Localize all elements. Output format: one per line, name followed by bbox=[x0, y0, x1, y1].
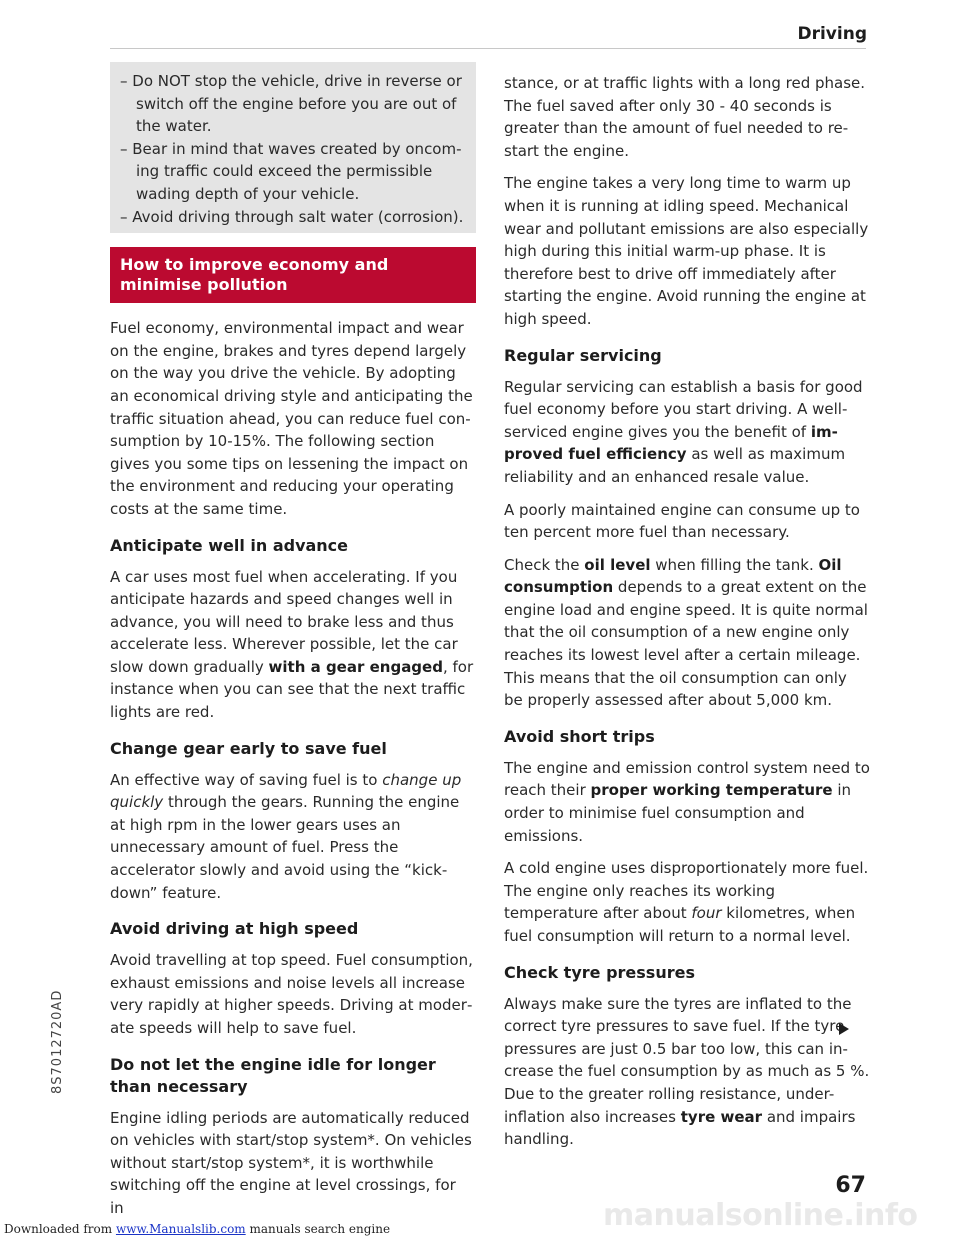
manualslib-link[interactable]: www.Manualslib.com bbox=[115, 1222, 246, 1236]
heading-idle: Do not let the engine idle for longer than necessary bbox=[110, 1054, 436, 1096]
oil-paragraph: Check the oil level when filling the tank. Oil consumption depends to a great extent on the engine load and engine speed. It is quite normal that the oil consumption of a new engine only reaches its lowest level after a certain mileage. This means that the oil consumption can only be properly assessed after about 5,000 km. bbox=[504, 555, 868, 710]
watermark-logo: manualsonline.info bbox=[603, 1198, 918, 1233]
service-paragraph: Regular servicing can establish a basis for good fuel economy before you start driving. A well-serviced engine gives you the benefit of improved fuel efficiency as well as maximum reliability and an enhanced resale value. bbox=[504, 377, 863, 486]
warning-item: – Bear in mind that waves created by oncoming traffic could exceed the permissible wading depth of your vehicle. bbox=[120, 139, 462, 203]
document-code: 8S7012720AD bbox=[50, 989, 65, 1094]
tyre-paragraph: Always make sure the tyres are inflated to the correct tyre pressures to save fuel. If the tyre pressures are just 0.5 bar too low, this can increase the fuel consumption by as much as 5 %. Due to the greater rolling resistance, under-inflation also increases tyre wear and impairs handling. bbox=[504, 994, 870, 1149]
cold-engine-paragraph: A cold engine uses disproportionately more fuel. The engine only reaches its working temperature after about four kilometres, when fuel consumption will return to a normal level. bbox=[504, 859, 869, 945]
warmup-paragraph: The engine takes a very long time to warm up when it is running at idling speed. Mechanical wear and pollutant emissions are also especially high during this initial warm-up phase. It is therefore best to drive off immediately after starting the engine. Avoid running the engine at high speed. bbox=[504, 174, 869, 328]
header-rule bbox=[110, 48, 866, 49]
short-trips-paragraph: The engine and emission control system need to reach their proper working temperature in order to minimise fuel consumption and emissions. bbox=[504, 758, 870, 845]
warning-item: – Do NOT stop the vehicle, drive in reverse or switch off the engine before you are out of the water. bbox=[120, 72, 462, 136]
heading-gear: Change gear early to save fuel bbox=[110, 738, 387, 758]
intro-paragraph: Fuel economy, environmental impact and wear on the engine, brakes and tyres depend largely on the way you drive the vehicle. By adopting an economical driving style and anticipating the traffic situation ahead, you can reduce fuel consumption by 10-15%. The following section gives you some tips on lessening the impact on the environment and reducing your operating costs at the same time. bbox=[110, 319, 473, 518]
heading-anticipate: Anticipate well in advance bbox=[110, 535, 349, 555]
warning-box bbox=[110, 62, 476, 233]
poor-maintenance-paragraph: A poorly maintained engine can consume up to ten percent more fuel than necessary. bbox=[504, 500, 860, 542]
heading-speed: Avoid driving at high speed bbox=[110, 919, 359, 939]
section-title: Driving bbox=[797, 24, 867, 44]
heading-short-trips: Avoid short trips bbox=[504, 726, 655, 746]
warning-item: – Avoid driving through salt water (corrosion). bbox=[120, 207, 464, 226]
heading-service: Regular servicing bbox=[504, 345, 662, 365]
download-footer: Downloaded from www.Manualslib.com manuals search engine bbox=[4, 1222, 391, 1236]
anticipate-paragraph: A car uses most fuel when accelerating. If you anticipate hazards and speed changes well in advance, you will need to brake less and thus accelerate less. Wherever possible, let the car slow down gradually with a gear engaged, for instance when you can see that the next traffic lights are red. bbox=[110, 567, 474, 722]
heading-tyre: Check tyre pressures bbox=[504, 962, 695, 982]
continue-arrow-icon bbox=[839, 1023, 849, 1035]
right-column bbox=[504, 72, 870, 1161]
speed-paragraph: Avoid travelling at top speed. Fuel consumption, exhaust emissions and noise levels all increase very rapidly at higher speeds. Driving at moderate speeds will help to save fuel. bbox=[110, 951, 473, 1037]
section-banner: How to improve economy and minimise pollution bbox=[110, 247, 476, 303]
left-column bbox=[110, 62, 476, 1230]
gear-paragraph: An effective way of saving fuel is to change up quickly through the gears. Running the engine at high rpm in the lower gears uses an unnecessary amount of fuel. Press the accelerator slowly and avoid using the “kick-down” feature. bbox=[110, 770, 462, 902]
idle-continued-paragraph: stance, or at traffic lights with a long red phase. The fuel saved after only 30 - 40 seconds is greater than the amount of fuel needed to restart the engine. bbox=[504, 74, 866, 160]
page-number: 67 bbox=[835, 1173, 866, 1198]
idle-paragraph: Engine idling periods are automatically reduced on vehicles with start/stop system*. On vehicles without start/stop system*, it is worthwhile switching off the engine at level crossings, for in bbox=[110, 1108, 472, 1217]
